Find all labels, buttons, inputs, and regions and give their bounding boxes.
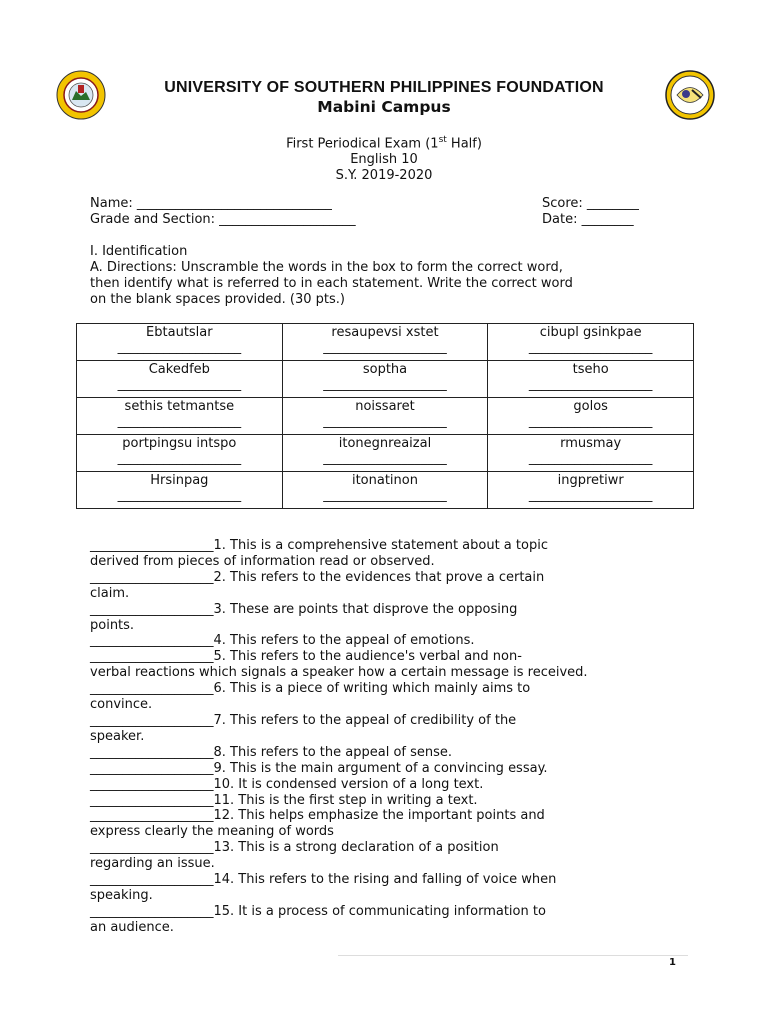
word-cell: sethis tetmantse ___________________: [77, 398, 283, 435]
word-cell: golos ___________________: [488, 398, 694, 435]
item-line: ___________________14. This refers to the rising and falling of voice when: [90, 872, 557, 888]
item-line: ___________________7. This refers to the appeal of credibility of the: [90, 712, 517, 728]
word-cell: itonatinon ___________________: [282, 472, 488, 509]
item-line: ___________________2. This refers to the evidences that prove a certain: [90, 569, 545, 585]
name-field: Name: ______________________________: [90, 196, 332, 211]
footer-divider: [338, 955, 688, 956]
item-line: ___________________6. This is a piece of writing which mainly aims to: [90, 681, 531, 697]
item-line: ___________________10. It is condensed version of a long text.: [90, 776, 484, 792]
item-line: convince.: [90, 697, 153, 713]
item-line: regarding an issue.: [90, 856, 215, 872]
word-row: [77, 361, 694, 398]
university-name: UNIVERSITY OF SOUTHERN PHILIPPINES FOUNDATION: [164, 79, 604, 96]
identification-items: [90, 538, 690, 936]
item-line: ___________________9. This is the main argument of a convincing essay.: [90, 760, 548, 776]
item-line: ___________________15. It is a process of communicating information to: [90, 903, 546, 919]
page-number: 1: [669, 957, 676, 968]
item-line: speaker.: [90, 728, 145, 744]
word-cell: Ebtautslar ___________________: [77, 324, 283, 361]
item-line: claim.: [90, 585, 130, 601]
exam-subject: English 10: [350, 152, 418, 168]
scrambled-word-box: [76, 323, 694, 509]
section-heading: I. Identification: [90, 244, 188, 259]
item-line: ___________________12. This helps emphasize the important points and: [90, 808, 545, 824]
campus-name: Mabini Campus: [317, 98, 451, 116]
item-line: speaking.: [90, 887, 153, 903]
document-header: [0, 79, 768, 116]
exam-titles: [0, 132, 768, 184]
word-row: [77, 398, 694, 435]
item-line: ___________________3. These are points that disprove the opposing: [90, 601, 518, 617]
word-cell: ingpretiwr ___________________: [488, 472, 694, 509]
word-cell: portpingsu intspo ___________________: [77, 435, 283, 472]
school-year: S.Y. 2019-2020: [335, 168, 433, 184]
directions: A. Directions: Unscramble the words in the box to form the correct word, then identify what is referred to in each statement. Write the correct word on the blank spaces provided. (30 pts.): [90, 260, 573, 307]
date-field: Date: ________: [542, 212, 634, 227]
word-cell: resaupevsi xstet ___________________: [282, 324, 488, 361]
item-line: derived from pieces of information read or observed.: [90, 553, 435, 569]
word-cell: noissaret ___________________: [282, 398, 488, 435]
item-line: an audience.: [90, 919, 174, 935]
word-cell: itonegnreaizal ___________________: [282, 435, 488, 472]
word-cell: rmusmay ___________________: [488, 435, 694, 472]
word-cell: cibupl gsinkpae ___________________: [488, 324, 694, 361]
item-line: ___________________8. This refers to the appeal of sense.: [90, 744, 453, 760]
word-cell: tseho ___________________: [488, 361, 694, 398]
item-line: ___________________11. This is the first step in writing a text.: [90, 792, 478, 808]
word-row: [77, 472, 694, 509]
word-row: [77, 324, 694, 361]
exam-title: First Periodical Exam (1st Half): [286, 135, 482, 152]
word-row: [77, 435, 694, 472]
grade-section-field: Grade and Section: _____________________: [90, 212, 356, 227]
item-line: ___________________1. This is a comprehensive statement about a topic: [90, 538, 548, 553]
item-line: points.: [90, 617, 135, 633]
item-line: ___________________4. This refers to the appeal of emotions.: [90, 633, 475, 649]
item-line: express clearly the meaning of words: [90, 824, 334, 840]
word-cell: Hrsinpag ___________________: [77, 472, 283, 509]
word-cell: soptha ___________________: [282, 361, 488, 398]
score-field: Score: ________: [542, 196, 639, 211]
item-line: ___________________5. This refers to the audience's verbal and non-: [90, 649, 522, 665]
item-line: verbal reactions which signals a speaker how a certain message is received.: [90, 665, 588, 681]
word-cell: Cakedfeb ___________________: [77, 361, 283, 398]
item-line: ___________________13. This is a strong declaration of a position: [90, 840, 499, 856]
